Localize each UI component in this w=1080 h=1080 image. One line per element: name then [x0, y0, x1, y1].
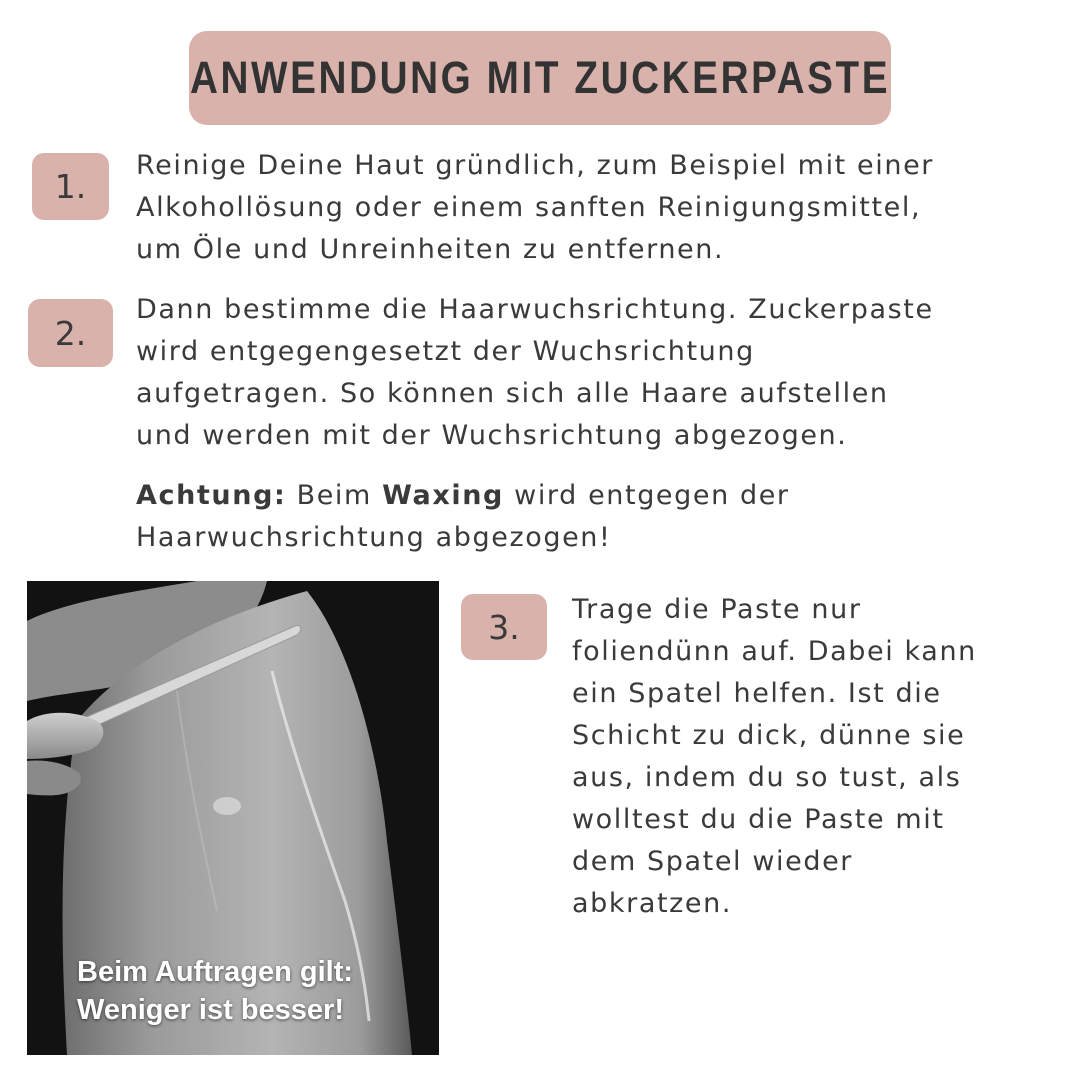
warning-text-after: wird entgegen der — [503, 480, 790, 511]
photo-caption — [77, 953, 353, 1029]
warning-note-line-2: Haarwuchsrichtung abgezogen! — [136, 522, 612, 553]
warning-note — [136, 475, 790, 559]
step-2-text — [136, 289, 934, 457]
step-1-number: 1. — [54, 167, 87, 206]
step-1-line: um Öle und Unreinheiten zu entfernen. — [136, 234, 725, 265]
warning-note-line-1 — [136, 475, 790, 517]
step-3-line: Schicht zu dick, dünne sie — [572, 720, 966, 751]
arm-application-photo — [27, 581, 439, 1055]
step-2-line: wird entgegengesetzt der Wuchsrichtung — [136, 336, 755, 367]
step-3-line: dem Spatel wieder — [572, 846, 853, 877]
step-3-number-badge — [461, 594, 547, 660]
warning-highlight: Waxing — [382, 480, 504, 511]
step-2-number-badge — [28, 299, 113, 367]
page-title: ANWENDUNG MIT ZUCKERPASTE — [189, 52, 891, 103]
step-2-number: 2. — [54, 313, 87, 353]
step-1-text — [136, 145, 934, 271]
step-3-line: wolltest du die Paste mit — [572, 804, 945, 835]
photo-caption-line-1: Beim Auftragen gilt: — [77, 956, 354, 988]
photo-caption-line-2: Weniger ist besser! — [77, 994, 345, 1026]
step-3-line: abkratzen. — [572, 888, 733, 919]
step-1-line: Reinige Deine Haut gründlich, zum Beispiel mit einer — [136, 150, 934, 181]
step-2-line: Dann bestimme die Haarwuchsrichtung. Zuckerpaste — [136, 294, 934, 325]
step-2-line: und werden mit der Wuchsrichtung abgezogen. — [136, 420, 848, 451]
step-3-text — [572, 589, 977, 925]
warning-text-before: Beim — [286, 480, 383, 511]
step-3-line: aus, indem du so tust, als — [572, 762, 962, 793]
title-banner — [189, 31, 891, 125]
step-3-line: foliendünn auf. Dabei kann — [572, 636, 977, 667]
step-1-number-badge — [32, 153, 109, 220]
step-3-line: Trage die Paste nur — [572, 594, 862, 625]
step-1-line: Alkohollösung oder einem sanften Reinigungsmittel, — [136, 192, 922, 223]
step-3-number: 3. — [488, 607, 520, 647]
step-3-line: ein Spatel helfen. Ist die — [572, 678, 942, 709]
step-2-line: aufgetragen. So können sich alle Haare aufstellen — [136, 378, 889, 409]
warning-label: Achtung: — [136, 480, 287, 511]
